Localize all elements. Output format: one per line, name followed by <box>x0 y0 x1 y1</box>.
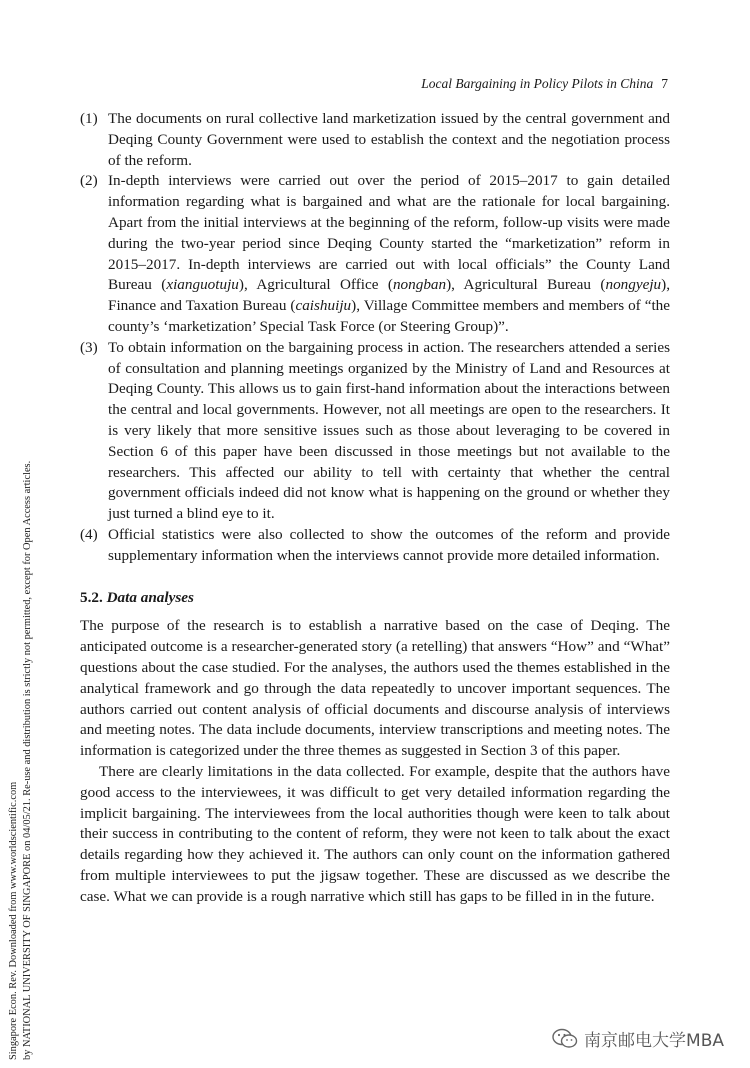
wechat-icon <box>552 1028 578 1050</box>
list-item-text: ), Agricultural Office ( <box>238 276 393 294</box>
watermark-text: 南京邮电大学MBA <box>584 1031 724 1051</box>
paragraph-purpose: The purpose of the research is to establish a narrative based on the case of Deqing. The anticipated outcome is a researcher-generated story (a retelling) that answers “How” and “What” questions about the case studied. For the analyses, the authors used the themes established in the analytical framework and go through the data repeatedly to uncover important sequences. The authors carried out content analysis of official documents and discourse analysis of interviews and meeting notes. The data include documents, interview transcriptions and meeting notes. The information is categorized under the three themes as suggested in Section 3 of this paper. <box>80 617 670 760</box>
list-item-text: In-depth interviews were carried out over the period of 2015–2017 to gain detailed information regarding what is bargained and what are the rationale for local bargaining. Apart from the initial interviews at the beginning of the reform, follow-up visits were made during the two-year period since Deqing County started the “marketization” reform in 2015–2017. In-depth interviews are carried out with local officials” the County Land Bureau ( <box>108 172 670 294</box>
running-head <box>421 76 668 92</box>
running-head-title: Local Bargaining in Policy Pilots in China <box>421 76 654 91</box>
section-title: Data analyses <box>106 588 194 606</box>
section-heading <box>80 588 670 609</box>
section-number: 5.2. <box>80 588 103 606</box>
list-item-number: (4) <box>80 525 98 543</box>
download-notice-line-2: by NATIONAL UNIVERSITY OF SINGAPORE on 04/05/21. Re-use and distribution is strictly not permitted, except for Open Access articles. <box>22 460 33 1060</box>
list-item-text: The documents on rural collective land marketization issued by the central government and Deqing County Government were used to establish the context and the negotiation process of the reform. <box>108 110 670 169</box>
list-item-italic-term: xianguotuju <box>166 276 239 294</box>
list-item-number: (1) <box>80 110 98 127</box>
list-item <box>80 525 670 567</box>
list-item-text: Official statistics were also collected to show the outcomes of the reform and provide supplementary information when the interviews cannot provide more detailed information. <box>108 525 670 564</box>
list-item <box>80 109 670 171</box>
data-sources-list <box>80 109 670 567</box>
list-item-number: (3) <box>80 338 98 356</box>
list-item <box>80 338 670 525</box>
download-notice-line-1: Singapore Econ. Rev. Downloaded from www.worldscientific.com <box>8 781 19 1060</box>
list-item-italic-term: caishuiju <box>295 297 352 315</box>
list-item-text: ), Village Committee members and members of “the county’s ‘marketization’ Special Task Force (or Steering Group)”. <box>108 297 670 335</box>
list-item-text: To obtain information on the bargaining process in action. The researchers attended a series of consultation and planning meetings organized by the Ministry of Land and Resources at Deqing County. This allows us to gain first-hand information about the interactions between the central and local governments. However, not all meetings are open to the researchers. It is very likely that more sensitive issues such as those about leveraging to be covered in Section 6 of this paper have been discussed in those meetings but not available to the researchers. This affected our ability to tell with certainty that whether the central government officials indeed did not know what is happening on the ground or whether they just turned a blind eye to it. <box>108 338 670 523</box>
list-item-text: ), Agricultural Bureau ( <box>446 276 606 294</box>
list-item-italic-term: nongyeju <box>605 276 662 294</box>
list-item <box>80 171 670 337</box>
page-number: 7 <box>661 76 668 91</box>
list-item-text: ), Finance and Taxation Bureau ( <box>108 276 671 315</box>
paragraph-limitations: There are clearly limitations in the data collected. For example, despite that the authors have good access to the interviewees, it was difficult to get very detailed information regarding the implicit bargaining. The interviewees from the local authorities though were keen to talk about their success in contributing to the content of reform, they were not keen to talk about the exact details regarding how they achieved it. The authors can only count on the information gathered from multiple interviewees to put the jigsaw together. These are discussed as we describe the case. What we can provide is a rough narrative which still has gaps to be filled in in the future. <box>80 762 670 905</box>
page-body <box>80 109 670 907</box>
list-item-number: (2) <box>80 172 98 190</box>
list-item-italic-term: nongban <box>392 276 447 294</box>
download-notice <box>7 180 35 1060</box>
wechat-watermark <box>552 1026 724 1051</box>
